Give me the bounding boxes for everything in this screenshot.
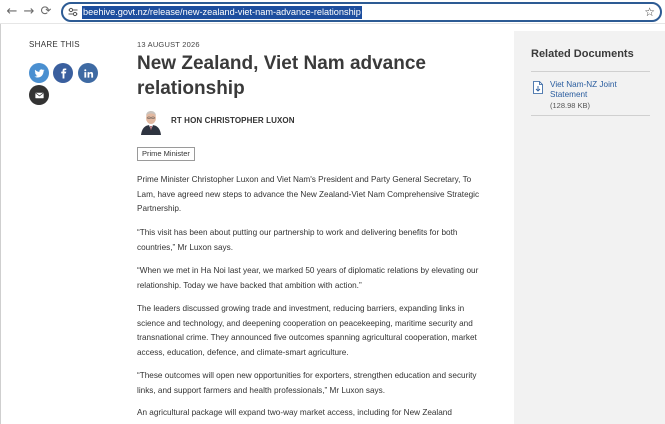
linkedin-icon <box>83 68 94 79</box>
browser-toolbar <box>0 0 665 24</box>
share-facebook-button[interactable] <box>53 63 73 83</box>
reload-icon[interactable]: ⟳ <box>40 4 52 19</box>
url-text[interactable]: beehive.govt.nz/release/new-zealand-viet-nam-advance-relationship <box>83 7 361 17</box>
email-icon <box>34 90 45 101</box>
divider <box>531 115 650 116</box>
portfolio-tag[interactable]: Prime Minister <box>137 147 195 161</box>
address-bar[interactable] <box>61 2 662 22</box>
article-paragraph: “These outcomes will open new opportunities for exporters, strengthen education and security links, and support farmers and health professionals,” Mr Luxon says. <box>137 371 477 395</box>
back-arrow-icon[interactable]: ← <box>6 4 18 19</box>
bookmark-star-icon[interactable]: ☆ <box>644 5 655 19</box>
page-title: New Zealand, Viet Nam advance relationship <box>137 53 426 99</box>
document-file-size: (128.98 KB) <box>550 101 591 110</box>
share-linkedin-button[interactable] <box>78 63 98 83</box>
author-link[interactable]: RT HON CHRISTOPHER LUXON <box>171 116 295 125</box>
article-paragraph: The leaders discussed growing trade and investment, reducing barriers, expanding links in science and technology, and deepening cooperation on peacekeeping, maritime security and transnational crime. They announced five outcomes spanning agricultural cooperation, market access, education, defence, and climate-smart agriculture. <box>137 304 477 357</box>
article-paragraph: Prime Minister Christopher Luxon and Viet Nam's President and Party General Secretary, To Lam, have agreed new steps to advance the New Zealand-Viet Nam Comprehensive Strategic Partnership. <box>137 175 480 213</box>
forward-arrow-icon[interactable]: → <box>23 4 35 19</box>
article-paragraph: “When we met in Ha Noi last year, we marked 50 years of diplomatic relations by elevating our relationship. Today we have backed that ambition with action.” <box>137 266 479 290</box>
article-paragraph: “This visit has been about putting our partnership to work and delivering benefits for both countries,” Mr Luxon says. <box>137 228 458 252</box>
download-document-icon[interactable] <box>533 81 543 94</box>
author-avatar[interactable] <box>139 107 163 135</box>
site-settings-icon[interactable] <box>68 7 78 17</box>
release-date: 13 AUGUST 2026 <box>137 40 200 49</box>
share-twitter-button[interactable] <box>29 63 49 83</box>
divider <box>531 71 650 72</box>
author-portrait-icon <box>139 107 163 135</box>
page-left-border <box>0 24 1 424</box>
related-documents-title: Related Documents <box>531 48 634 60</box>
twitter-icon <box>34 68 45 79</box>
share-email-button[interactable] <box>29 85 49 105</box>
facebook-icon <box>58 68 69 79</box>
related-document-link[interactable]: Viet Nam-NZ Joint Statement <box>550 80 617 99</box>
related-documents-panel <box>514 31 665 424</box>
share-title: SHARE THIS <box>29 40 80 49</box>
article-paragraph: An agricultural package will expand two-way market access, including for New Zealand <box>137 408 452 417</box>
